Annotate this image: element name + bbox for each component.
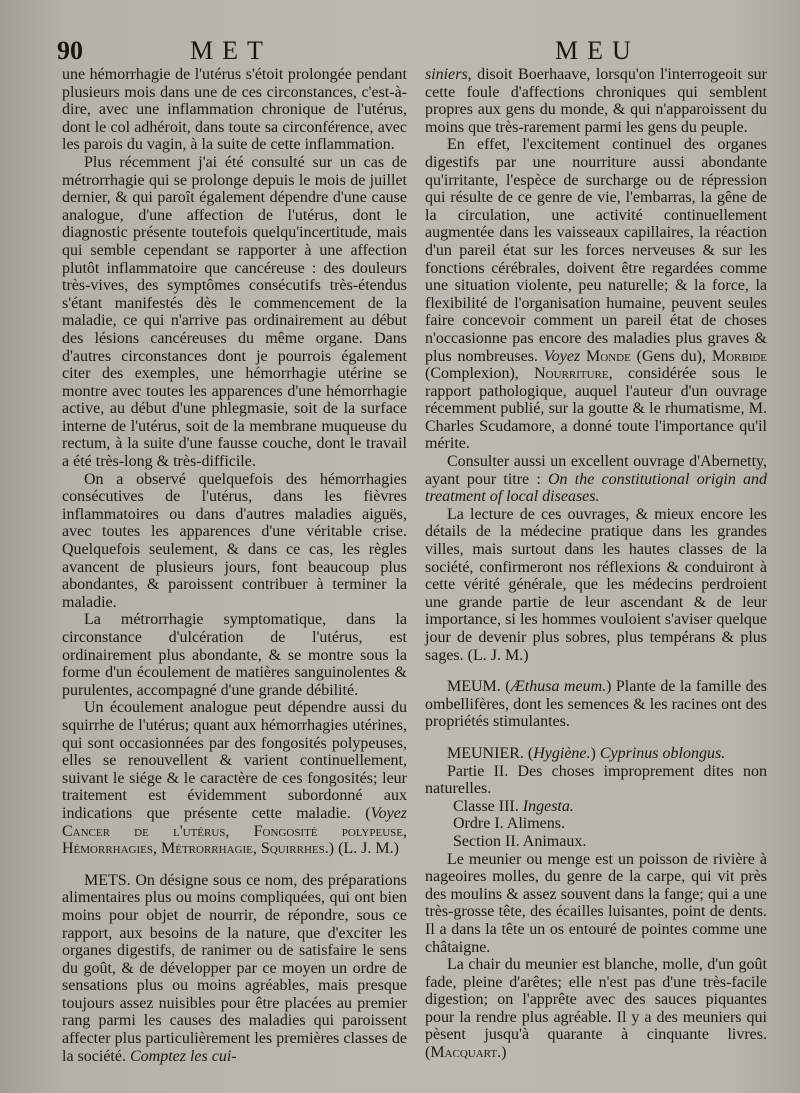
author-signature: (L. J. M.) <box>338 840 399 858</box>
paragraph-meunier-flesh-text: La chair du meunier est blanche, molle, d'un goût fade, pleine d'arêtes; elle n'est pas d'une très-facile digestion; on l'apprête avec des sauces piquantes pour la rendre plus agréable. Il y a des meuniers qui pèsent jusqu'à quarante à cinquante livres. <box>425 956 767 1044</box>
ref-morbide: Morbide <box>711 347 768 365</box>
entry-headword-meum: MEUM. <box>447 678 501 696</box>
page-header <box>0 34 800 66</box>
classification-class-name: Ingesta. <box>522 797 574 815</box>
entry-meum-text: Plante de la famille des ombellifères, dont les semences & les racines ont des propriétés stimulantes. <box>425 678 767 731</box>
paragraph-squirrhe-text: Un écoulement analogue peut dépendre aussi du squirrhe de l'utérus; quant aux hémorrhagies utérines, qui sont occasionnées par des fongosités polypeuses, elles se renouvellent & varient continuellement, suivant le siége & le caractère de ces fongosités; leur traitement est évidemment subordonné aux indications que présente cette maladie. <box>62 699 407 822</box>
left-column <box>62 66 407 1065</box>
entry-meum: MEUM. (Æthusa meum.) Plante de la famille des ombellifères, dont les semences & les racines ont des propriétés stimulantes. <box>425 678 767 731</box>
boerhaave-quote-end: siniers, <box>425 66 472 83</box>
paragraph-squirrhe: Un écoulement analogue peut dépendre aussi du squirrhe de l'utérus; quant aux hémorrhagies utérines, qui sont occasionnées par des fongosités polypeuses, elles se renouvellent & varient continuellement, suivant le siége & le caractère de ces fongosités; leur traitement est évidemment subordonné aux indications que présente cette maladie. (Voyez Cancer de l'utérus, Fongosité polypeuse, Hémorrhagies, Métrorrhagie, Squirrhes.) (L. J. M.) <box>62 699 408 858</box>
paragraph-symptomatic: La métrorrhagie symptomatique, dans la circonstance d'ulcération de l'utérus, est ordinairement plus abondante, & se montre sous la forme d'un écoulement de matières sanguinolentes & purulentes, accompagné d'une grande débilité. <box>62 611 407 699</box>
entry-meunier-heading: MEUNIER. (Hygiène.) Cyprinus oblongus. <box>447 744 726 762</box>
entry-headword-meunier: MEUNIER. <box>447 744 524 762</box>
paragraph-conclusion <box>425 506 767 664</box>
author-signature: (L. J. M.) <box>467 646 529 664</box>
meunier-latin-name: Cyprinus oblongus. <box>599 744 726 762</box>
ref-nourriture: Nourriture <box>534 365 609 383</box>
ref-monde-qualifier: (Gens du), <box>636 347 707 365</box>
entry-mets <box>62 872 407 1066</box>
paragraph-consecutive-hemorrhages: On a observé quelquefois des hémorrhagies consécutives de l'utérus, dans les fièvres inflammatoires ou dans d'autres maladies aiguës, avec toutes les apparences d'une véritable crise. Quelquefois seulement, & dans ce cas, les règles avancent de plusieurs jours, font beaucoup plus abondantes, & paroissent contribuer à terminer la maladie. <box>62 470 407 611</box>
ref-morbide-qualifier: (Complexion), <box>425 365 519 383</box>
entry-mets-text: On désigne sous ce nom, des préparations alimentaires plus ou moins compliquées, qui ont bien moins pour objet de nourrir, de répondre, sous ce rapport, aux besoins de la nature, que d'exciter les organes digestifs, de ranimer ou de satisfaire le sens du goût, & de développer par ce moyen un ordre de sensations plus ou moins agréables, mais presque toujours assez nuisibles pour être placées au premier rang parmi les causes des maladies qui paroissent affecter plus particulièrement les premières classes de la société. <box>62 871 408 1065</box>
cross-references: Cancer de l'utérus, Fongosité polypeuse, Hémorrhagies, Métrorrhagie, Squirrhes. <box>62 822 407 858</box>
paragraph-continued: une hémorrhagie de l'utérus s'étoit prolongée pendant plusieurs mois dans une de ces circonstances, c'est-à-dire, avec une inflammation chronique de l'utérus, dont le col adhéroit, dans toute sa circonférence, avec les parois du vagin, à la suite de cette inflammation. <box>62 66 407 154</box>
paragraph-abernetty-text: Consulter aussi un excellent ouvrage d'Abernetty, ayant pour titre : <box>425 453 767 488</box>
boerhaave-quote-start: Comptez les cui- <box>129 1047 237 1065</box>
classification-section: Section II. Animaux. <box>453 832 587 850</box>
entry-headword-mets: METS. <box>84 871 131 889</box>
running-head-right: MEU <box>555 36 640 65</box>
meunier-category: Hygiène. <box>533 744 591 762</box>
page-number: 90 <box>57 36 83 65</box>
book-title: On the constitutional origin and treatment of local diseases. <box>425 470 768 506</box>
ref-monde: Monde <box>586 347 631 365</box>
paragraph-excitement <box>425 136 767 453</box>
running-head-left: MET <box>190 36 272 65</box>
see-also-label: Voyez <box>370 804 408 822</box>
paragraph-excitement-text: En effet, l'excitement continuel des organes digestifs par une nourriture aussi abondante qu'irritante, l'espèce de surcharge ou de répression qui résulte de ce genre de vie, l'embarras, la gêne de la circulation, une activité continuellement augmentée dans les vaisseaux capillaires, la réaction d'un pareil état sur les forces nerveuses & sur les fonctions cérébrales, doivent être regardées comme une situation violente, peu naturelle; & la force, la flexibilité de l'organisation humaine, peuvent seules faire concevoir comment un pareil état de choses n'occasionne pas encore des maladies plus graves & plus nombreuses. <box>425 136 767 365</box>
paragraph-abernetty <box>425 453 767 506</box>
paragraph-excitement-tail: , considérée sous le rapport pathologique, auquel l'auteur d'un ouvrage récemment publié, sur la goutte & le rhumatisme, M. Charles Scudamore, a donné toute l'importance qu'il mérite. <box>425 365 768 453</box>
paragraph-conclusion-text: La lecture de ces ouvrages, & mieux encore les détails de la médecine pratique dans les grandes villes, mais surtout dans les hautes classes de la société, confirmeront nos réflexions & conduiront à cette vérité générale, que les médecins perdroient une grande partie de leur ascendant & de leur importance, si les hommes vouloient s'aviser quelque jour de devenir plus sobres, plus tempérans & plus sages. <box>425 505 767 664</box>
classification-class-label: Classe III. <box>453 797 519 815</box>
author-signature: (Macquart.) <box>425 1044 507 1062</box>
paragraph-boerhaave <box>425 66 767 136</box>
right-column <box>425 66 767 1062</box>
meum-latin-name: Æthusa meum. <box>510 678 607 696</box>
see-also-label: Voyez <box>543 347 581 365</box>
classification-class <box>425 798 767 816</box>
paragraph-meunier-description: Le meunier ou menge est un poisson de rivière à nageoires molles, du genre de la carpe, qui vit près des moulins & assez souvent dans la fange; qui a une très-grosse tête, des écailles luisantes, point de dents. Il a dans la tête un os entouré de pointes comme une châtaigne. <box>425 850 767 956</box>
classification-part: Partie II. Des choses improprement dites non naturelles. <box>425 762 767 798</box>
classification-order: Ordre I. Alimens. <box>453 815 565 833</box>
paragraph-boerhaave-text: disoit Boerhaave, lorsqu'on l'interrogeoit sur cette foule d'affections chroniques qui semblent propres aux gens du monde, & qui n'apparoissent du moins que très-rarement parmi les gens du peuple. <box>425 66 767 136</box>
paragraph-recent-case: Plus récemment j'ai été consulté sur un cas de métrorrhagie qui se prolonge depuis le mois de juillet dernier, & qui paroît également dépendre d'une cause analogue, d'une affection de l'utérus, dont le diagnostic présente toutefois quelqu'incertitude, mais qui semble cependant se rapporter à une affection plutôt inflammatoire que cancéreuse : des douleurs très-vives, des symptômes consécutifs très-étendus s'étant manifestés dès le commencement de la maladie, ce qui n'arrive pas ordinairement au début des lésions cancéreuses du même organe. Dans d'autres circonstances dont je pourrois également citer des exemples, une hémorrhagie utérine se montre avec toutes les apparences d'une hémorrhagie active, au début d'une phlegmasie, soit de la surface interne de l'utérus, soit de la membrane muqueuse du rectum, à la suite d'une fausse couche, dont le travail a été très-long & très-difficile. <box>62 153 407 471</box>
paragraph-meunier-flesh <box>425 956 767 1062</box>
